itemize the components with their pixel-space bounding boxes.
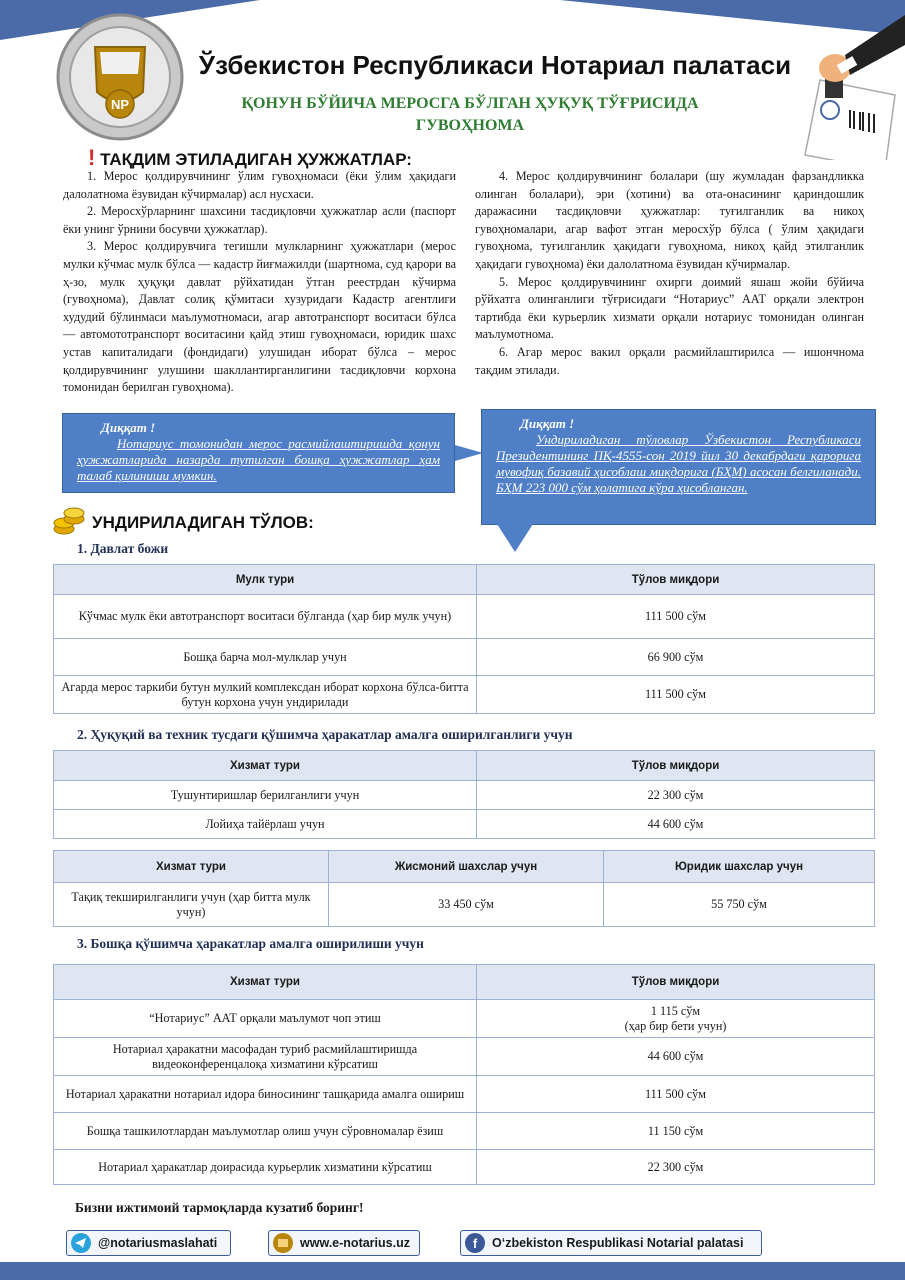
table-cell: Нотариал ҳаракатлар доирасида курьерлик хизматини кўрсатиш: [54, 1150, 477, 1185]
amount-note: (ҳар бир бети учун): [624, 1018, 727, 1033]
documents-heading-text: ТАҚДИМ ЭТИЛАДИГАН ҲУЖЖАТЛАР:: [100, 150, 412, 169]
legal-technical-table: [53, 750, 875, 839]
table-cell: [477, 1000, 875, 1038]
exclamation-icon: !: [88, 145, 96, 170]
svg-text:f: f: [472, 1236, 478, 1251]
documents-right-column: [475, 168, 864, 379]
table-cell: 111 500 сўм: [477, 1076, 875, 1113]
document-item-1: 1. Мерос қолдирувчининг ўлим гувоҳномаси (ёки ўлим ҳақидаги далолатнома ёзувидан кўчирмалар) асл нусхаси.: [63, 169, 456, 201]
table-cell: 55 750 сўм: [604, 883, 875, 927]
col-header-amount: Тўлов миқдори: [477, 565, 875, 595]
table-row: [54, 676, 875, 714]
bottom-decoration: [0, 1262, 905, 1280]
table-cell: 22 300 сўм: [477, 781, 875, 810]
col-header-amount: Тўлов миқдори: [477, 965, 875, 1000]
section-3-title: 3. Бошқа қўшимча ҳаракатлар амалга оширилиши учун: [77, 936, 424, 951]
table-cell: Бошқа барча мол-мулклар учун: [54, 639, 477, 676]
document-item-5: 5. Мерос қолдирувчининг охирги доимий яшаш жойи бўйича рўйхатга олинганлиги тўғрисидаги “Нотариус” ААТ орқали электрон тартибда ёки курьерлик хизмати орқали нотариус томонидан олинган маълумотнома.: [475, 274, 864, 342]
note-right-text: Ундириладиган тўловлар Ўзбекистон Республикаси Президентининг ПҚ-4555-сон 2019 йил 30 декабрдаги қарорига мувофиқ базавий ҳисоблаш миқдорига (БҲМ) асосан белгиланади. БҲМ 223 000 сўм ҳолатига кўра ҳисобланган.: [496, 432, 861, 495]
note-left-heading: Диққат !: [101, 420, 156, 435]
table-row: [54, 810, 875, 839]
document-item-3: 3. Мерос қолдирувчига тегишли мулкларнинг ҳужжатлари (мерос мулки кўчмас мулк бўлса — кадастр йиғмажилди (шартнома, суд қарори ва ҳ-зо, мулк ҳуқуқи давлат рўйхатидан ўтган реестрдан кўчирма (гувоҳнома), Давлат солиқ қўмитаси хузуридаги Кадастр агентлиги худудий бўлинмаси маълумотномаси, агар автотранспорт воситаси бўлса — автомототранспорт воситасини қайд этиш гувоҳномаси, юридик шахс устав капиталидаги (фондидаги) улушидан иборат бўлса – мерос қолдирувчининг улушини шакллантирганлигини тасдиқловчи корхона томонидан берилган гувоҳнома).: [63, 239, 456, 395]
table-cell: Тушунтиришлар берилганлиги учун: [54, 781, 477, 810]
other-services-table: [53, 964, 875, 1185]
table-cell: Бошқа ташкилотлардан маълумотлар олиш учун сўровномалар ёзиш: [54, 1113, 477, 1150]
follow-us-text: Бизни ижтимоий тармоқларда кузатиб боринг!: [75, 1200, 364, 1215]
col-header-legal-entities: Юридик шахслар учун: [604, 851, 875, 883]
table-cell: Тақиқ текширилганлиги учун (ҳар битта мулк учун): [54, 883, 329, 927]
table-cell: 22 300 сўм: [477, 1150, 875, 1185]
col-header-service-type: Хизмат тури: [54, 751, 477, 781]
table-cell: Агарда мерос таркиби бутун мулкий комплексдан иборат корхона бўлса-битта бутун корхона учун ундирилади: [54, 676, 477, 714]
table-row: [54, 639, 875, 676]
facebook-icon: [465, 1233, 485, 1253]
table-cell: Нотариал ҳаракатни нотариал идора биносининг ташқарида амалга ошириш: [54, 1076, 477, 1113]
note-right-pointer: [497, 524, 533, 552]
col-header-service-type: Хизмат тури: [54, 965, 477, 1000]
section-2-title: 2. Ҳуқуқий ва техник тусдаги қўшимча ҳаракатлар амалга оширилганлиги учун: [77, 727, 573, 742]
col-header-amount: Тўлов миқдори: [477, 751, 875, 781]
page-subtitle: [190, 93, 750, 137]
seal-letters: NP: [110, 97, 130, 112]
col-header-individuals: Жисмоний шахслар учун: [329, 851, 604, 883]
telegram-icon: [71, 1233, 91, 1253]
facebook-page-name: O‘zbekiston Respublikasi Notarial palatasi: [492, 1236, 744, 1250]
table-cell: “Нотариус” ААТ орқали маълумот чоп этиш: [54, 1000, 477, 1038]
table-row: [54, 1113, 875, 1150]
table-cell: 111 500 сўм: [477, 676, 875, 714]
table-cell: 11 150 сўм: [477, 1113, 875, 1150]
table-cell: 33 450 сўм: [329, 883, 604, 927]
table-row: [54, 1000, 875, 1038]
note-left-pointer: [455, 445, 483, 461]
website-link[interactable]: [268, 1230, 420, 1256]
table-row: [54, 1150, 875, 1185]
website-url: www.e-notarius.uz: [300, 1236, 410, 1250]
document-item-2: 2. Меросхўрларнинг шахсини тасдиқловчи ҳужжатлар асли (паспорт ёки унинг ўрнини босувчи ҳужжатлар).: [63, 204, 456, 236]
table-cell: Кўчмас мулк ёки автотранспорт воситаси бўлганда (ҳар бир мулк учун): [54, 595, 477, 639]
table-row: [54, 595, 875, 639]
stamp-document-illustration: [790, 10, 905, 160]
table-cell: 44 600 сўм: [477, 810, 875, 839]
table-row: [54, 1038, 875, 1076]
state-duty-table: [53, 564, 875, 714]
document-item-4: 4. Мерос қолдирувчининг болалари (шу жумладан фарзандликка олинган болалари), эри (хотини) ва ота-онасининг қариндошлик даражасини тасдиқловчи ҳужжатлар: туғилганлик ва никоҳ гувоҳномалари, агар вафот этган меросхўр бўлса ( ўлим ҳақидаги гувоҳнома, туғилганлик ҳақидаги гувоҳнома, никоҳ қайд этилганлик ҳақидаги гувоҳнома) ёки далолатнома ёзувидан кўчирмалар.: [475, 169, 864, 271]
notarius-logo-icon: [273, 1233, 293, 1253]
amount-value: 1 115 сўм: [650, 1003, 701, 1018]
notarial-chamber-seal-logo: [55, 12, 185, 142]
document-item-6: 6. Агар мерос вакил орқали расмийлаштирилса — ишончнома тақдим этилади.: [475, 344, 864, 377]
section-1-title: 1. Давлат божи: [77, 541, 169, 556]
note-right-callout: [481, 409, 876, 525]
table-cell: Лойиҳа тайёрлаш учун: [54, 810, 477, 839]
telegram-link[interactable]: [66, 1230, 231, 1256]
table-cell: 111 500 сўм: [477, 595, 875, 639]
table-cell: 66 900 сўм: [477, 639, 875, 676]
col-header-property-type: Мулк тури: [54, 565, 477, 595]
telegram-handle: @notariusmaslahati: [98, 1236, 218, 1250]
prohibition-check-table: [53, 850, 875, 927]
facebook-link[interactable]: [460, 1230, 762, 1256]
coins-icon: [52, 505, 86, 537]
documents-left-column: [63, 168, 456, 397]
table-row: [54, 883, 875, 927]
subtitle-line-2: ГУВОҲНОМА: [415, 117, 525, 134]
table-cell: 44 600 сўм: [477, 1038, 875, 1076]
fees-heading: УНДИРИЛАДИГАН ТЎЛОВ:: [92, 513, 314, 532]
page-title: Ўзбекистон Республикаси Нотариал палатаси: [198, 50, 792, 80]
table-cell: Нотариал ҳаракатни масофадан туриб расмийлаштиришда видеоконференцалоқа хизматини кўрсатиш: [54, 1038, 477, 1076]
note-right-heading: Диққат !: [520, 416, 575, 431]
table-row: [54, 781, 875, 810]
col-header-service-type: Хизмат тури: [54, 851, 329, 883]
subtitle-line-1: ҚОНУН БЎЙИЧА МЕРОСГА БЎЛГАН ҲУҚУҚ ТЎҒРИСИДА: [241, 95, 699, 112]
note-left-callout: [62, 413, 455, 493]
note-left-text: Нотариус томонидан мерос расмийлаштиришда қонун ҳужжатларида назарда тутилган бошқа ҳужжатлар ҳам талаб қилиниши мумкин.: [77, 436, 440, 483]
table-row: [54, 1076, 875, 1113]
